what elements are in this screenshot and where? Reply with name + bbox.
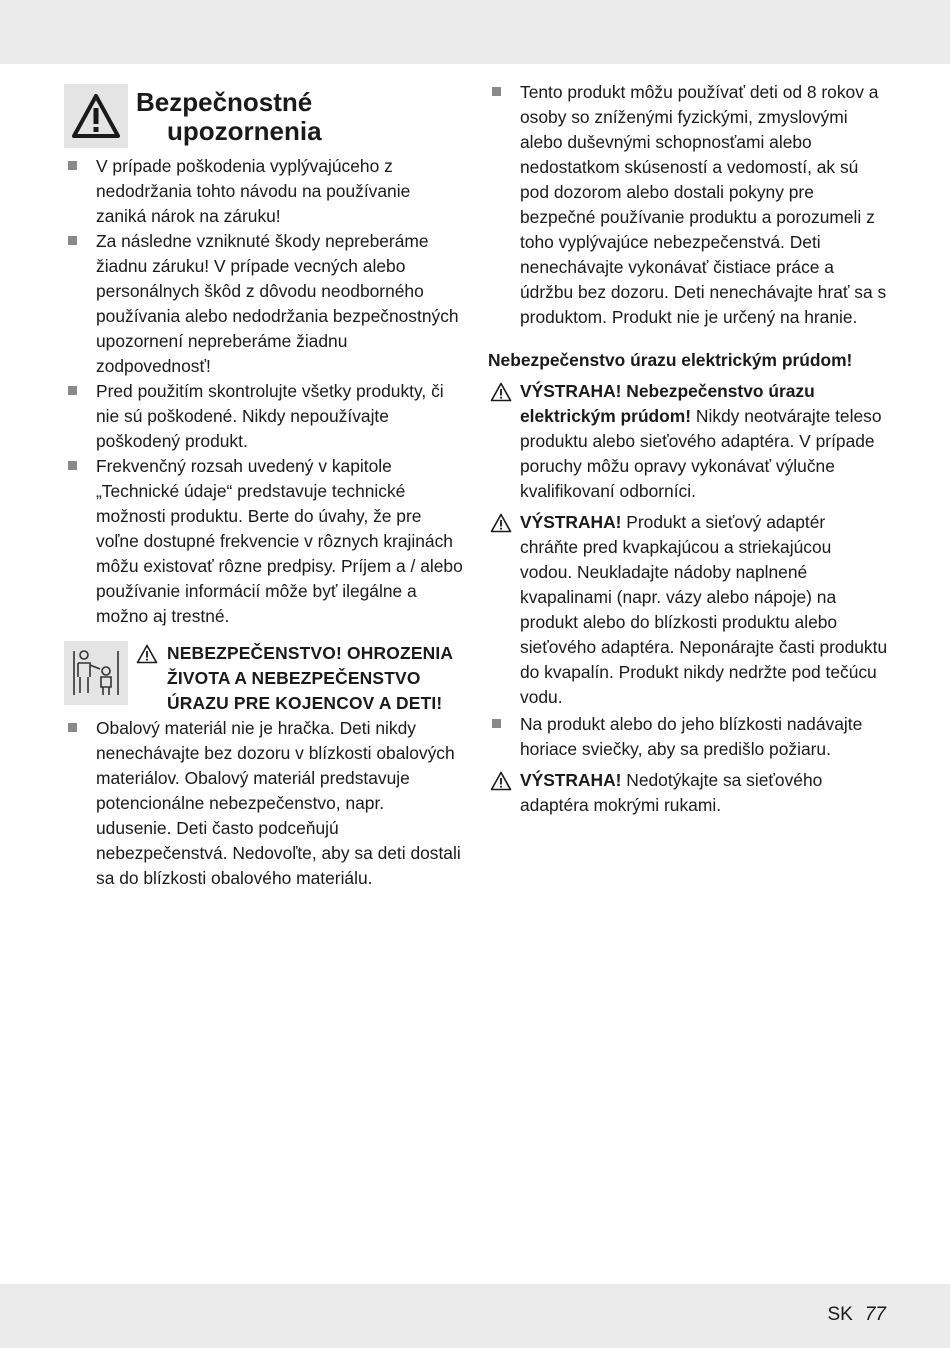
top-band [0,0,950,64]
right-column [488,80,888,818]
bullet-square-icon [68,236,77,245]
list-item [64,154,464,229]
warning-label: VÝSTRAHA! [520,770,622,790]
list-item [64,379,464,454]
list-item [64,716,464,891]
bottom-band [0,1284,950,1348]
list-item-text: Obalový materiál nie je hračka. Deti nikdy nenechávajte bez dozoru v blízkosti obalových materiálov. Obalový materiál predstavuje potencionálne nebezpečenstvo, napr. udusenie. Deti často podceňujú nebezpečenstvá. Nedovoľte, aby sa deti dostali sa do blízkosti obalového materiálu. [96,718,461,888]
title-line1: Bezpečnostné [136,87,313,117]
electric-hazard-heading: Nebezpečenstvo úrazu elektrickým prúdom! [488,350,853,370]
warning-triangle-icon [490,513,512,533]
section-title-block [64,84,464,148]
list-item [488,80,888,330]
warning-triangle-icon [490,771,512,791]
warning-paragraph [488,768,888,818]
child-warning-heading [136,641,464,716]
list-item-text: Tento produkt môžu používať deti od 8 rokov a osoby so zníženými fyzickými, zmyslovými alebo duševnými schopnosťami alebo nedostatkom skúseností a vedomostí, ak sú pod dozorom alebo dostali pokyny pre bezpečné používanie produktu a porozumeli z toho vyplývajúce nebezpečenstvá. Deti nenechávajte vykonávať čistiace práce a údržbu bez dozoru. Deti nenechávajte hrať sa s produktom. Produkt nie je určený na hranie. [520,82,887,327]
warning-text: Nikdy neotvárajte teleso produktu alebo sieťového adaptéra. V prípade poruchy môžu opravy vykonávať výlučne kvalifikovaní odborníci. [520,406,882,501]
warning-paragraph [488,510,888,710]
child-warning-text: NEBEZPEČENSTVO! OHROZENIA ŽIVOTA A NEBEZPEČENSTVO ÚRAZU PRE KOJENCOV A DETI! [167,643,453,713]
list-item [488,712,888,762]
page-footer [828,1304,887,1326]
warning-triangle-icon [136,644,158,664]
page-title [136,88,322,146]
list-item-text: Pred použitím skontrolujte všetky produkty, či nie sú poškodené. Nikdy nepoužívajte poškodený produkt. [96,381,444,451]
bullet-square-icon [68,723,77,732]
list-item [64,454,464,629]
bullet-square-icon [68,461,77,470]
warning-text: Produkt a sieťový adaptér chráňte pred kvapkajúcou a striekajúcou vodou. Neukladajte nádoby naplnené kvapalinami (napr. vázy alebo nápoje) na produkt alebo do blízkosti produktu alebo sieťového adaptéra. Neponárajte časti produktu do kvapalín. Produkt nikdy nedržte pod tečúcu vodu. [520,512,888,707]
bullet-square-icon [68,386,77,395]
warning-text: Nedotýkajte sa sieťového adaptéra mokrými rukami. [520,770,823,815]
language-code: SK [827,1304,853,1325]
warning-triangle-icon [64,84,128,148]
left-column [64,80,464,891]
warning-label: VÝSTRAHA! Nebezpečenstvo úrazu elektrickým prúdom! [520,381,815,426]
bullet-square-icon [68,161,77,170]
page-number: 77 [864,1304,886,1325]
title-line2: upozornenia [167,116,322,146]
warning-label: VÝSTRAHA! [520,512,622,532]
warning-triangle-icon [490,382,512,402]
list-item-text: Za následne vzniknuté škody nepreberáme žiadnu záruku! V prípade vecných alebo personálnych škôd z dôvodu neodborného používania alebo nedodržania bezpečnostných upozornení nepreberáme žiadnu zodpovednosť! [96,231,459,376]
list-item-text: Frekvenčný rozsah uvedený v kapitole „Technické údaje“ predstavuje technické možnosti produktu. Berte do úvahy, že pre voľne dostupné frekvencie v rôznych krajinách môžu existovať rôzne predpisy. Príjem a / alebo používanie informácií môže byť ilegálne a možno aj trestné. [96,456,463,626]
bullet-square-icon [492,87,501,96]
list-item-text: V prípade poškodenia vyplývajúceho z nedodržania tohto návodu na používanie zaniká nárok na záruku! [96,156,411,226]
warning-paragraph [488,379,888,504]
list-item-text: Na produkt alebo do jeho blízkosti nadávajte horiace sviečky, aby sa predišlo požiaru. [520,714,863,759]
list-item [64,229,464,379]
child-warning-block [64,641,464,716]
child-hazard-icon [64,641,128,705]
bullet-square-icon [492,719,501,728]
